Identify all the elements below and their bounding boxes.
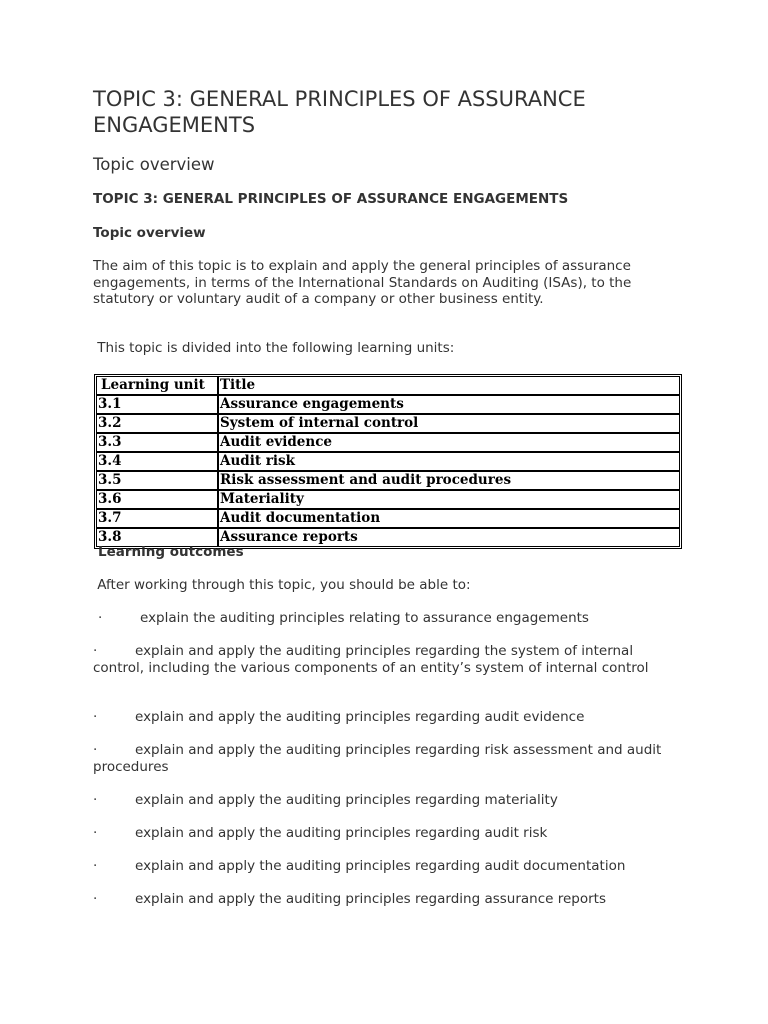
- list-item: [93, 709, 683, 726]
- section-bold-title: TOPIC 3: GENERAL PRINCIPLES OF ASSURANCE ENGAGEMENTS: [93, 191, 569, 207]
- list-item: [93, 610, 683, 627]
- learning-outcomes-heading: Learning outcomes: [98, 544, 244, 560]
- unit-number-cell: 3.6: [96, 490, 218, 509]
- unit-number-cell: 3.8: [96, 528, 218, 547]
- list-item: [93, 891, 683, 908]
- bullet-dot: ·: [93, 891, 98, 907]
- table-header-row: [96, 376, 680, 395]
- document-subtitle: Topic overview: [93, 155, 215, 174]
- unit-number-cell: 3.7: [96, 509, 218, 528]
- list-item: [93, 858, 683, 875]
- bullet-dot: ·: [93, 742, 98, 758]
- outcome-text: explain and apply the auditing principles regarding audit documentation: [135, 858, 626, 874]
- bullet-dot: ·: [93, 643, 98, 659]
- bullet-dot: ·: [93, 709, 98, 725]
- table-row: [96, 414, 680, 433]
- outcome-text: explain the auditing principles relating to assurance engagements: [140, 610, 589, 626]
- list-item: [93, 643, 683, 676]
- list-item: [93, 742, 683, 775]
- bullet-dot: ·: [93, 792, 98, 808]
- outcome-text: explain and apply the auditing principles regarding assurance reports: [135, 891, 606, 907]
- unit-title-cell: Audit documentation: [218, 509, 680, 528]
- bullet-dot: ·: [93, 825, 98, 841]
- aim-paragraph: The aim of this topic is to explain and apply the general principles of assurance engagements, in terms of the International Standards on Auditing (ISAs), to the statutory or voluntary audit of a company or other business entity.: [93, 258, 632, 307]
- outcome-text: explain and apply the auditing principles regarding audit risk: [135, 825, 548, 841]
- unit-number-cell: 3.1: [96, 395, 218, 414]
- unit-number-cell: 3.5: [96, 471, 218, 490]
- list-item: [93, 792, 683, 809]
- unit-title-cell: Risk assessment and audit procedures: [218, 471, 680, 490]
- table-row: [96, 395, 680, 414]
- outcome-text: explain and apply the auditing principles regarding risk assessment and audit procedures: [93, 742, 662, 775]
- outcome-text: explain and apply the auditing principles regarding materiality: [135, 792, 558, 808]
- table-header-cell: Learning unit: [96, 376, 218, 395]
- unit-title-cell: System of internal control: [218, 414, 680, 433]
- unit-title-cell: Audit risk: [218, 452, 680, 471]
- table-row: [96, 471, 680, 490]
- table-row: [96, 452, 680, 471]
- outcomes-intro: After working through this topic, you should be able to:: [93, 577, 471, 593]
- section-bold-subtitle: Topic overview: [93, 225, 206, 241]
- unit-title-cell: Audit evidence: [218, 433, 680, 452]
- learning-units-table: [94, 374, 682, 549]
- unit-number-cell: 3.3: [96, 433, 218, 452]
- unit-number-cell: 3.4: [96, 452, 218, 471]
- table-header-cell: Title: [218, 376, 680, 395]
- unit-number-cell: 3.2: [96, 414, 218, 433]
- bullet-dot: ·: [93, 858, 98, 874]
- table-row: [96, 433, 680, 452]
- bullet-dot: ·: [98, 610, 103, 626]
- list-item: [93, 825, 683, 842]
- outcome-text: explain and apply the auditing principles regarding the system of internal control, including the various components of an entity’s system of internal control: [93, 643, 649, 676]
- unit-title-cell: Assurance reports: [218, 528, 680, 547]
- document-title: TOPIC 3: GENERAL PRINCIPLES OF ASSURANCE ENGAGEMENTS: [93, 87, 586, 137]
- divided-text: This topic is divided into the following learning units:: [93, 340, 455, 356]
- document-page: [93, 86, 693, 907]
- outcome-text: explain and apply the auditing principles regarding audit evidence: [135, 709, 585, 725]
- table-row: [96, 490, 680, 509]
- unit-title-cell: Materiality: [218, 490, 680, 509]
- table-row: [96, 509, 680, 528]
- unit-title-cell: Assurance engagements: [218, 395, 680, 414]
